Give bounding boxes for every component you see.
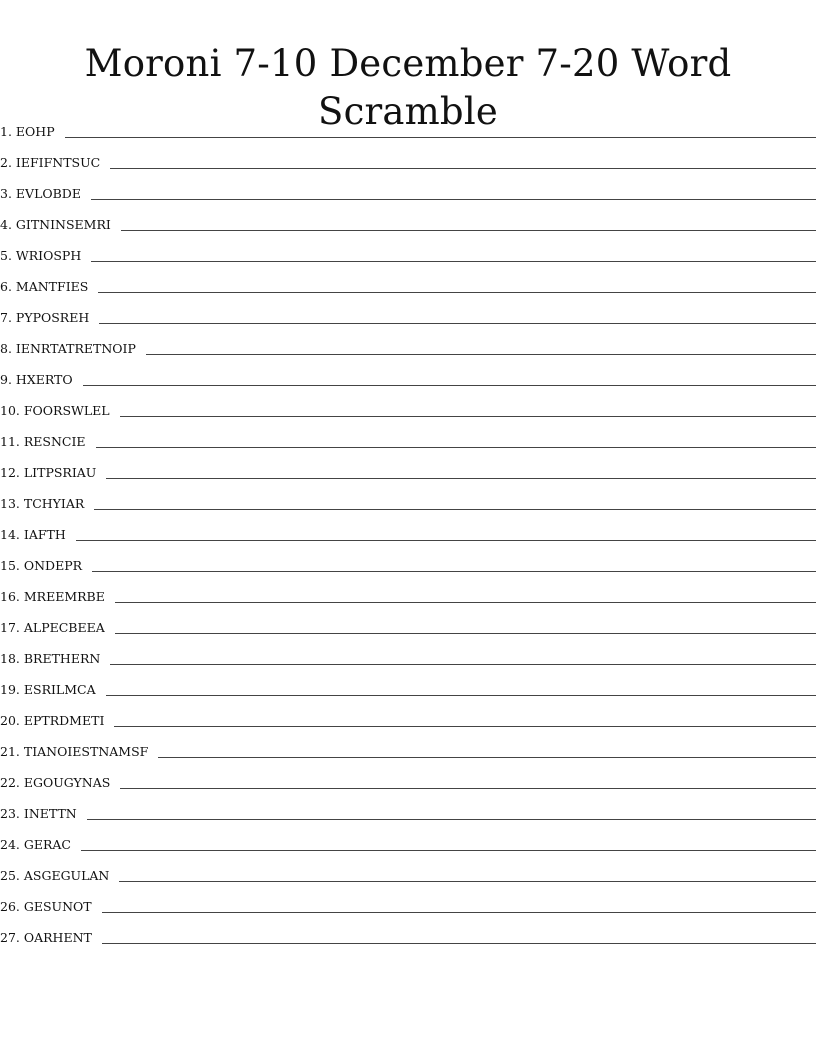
- scrambled-word: PYPOSREH: [15, 310, 90, 325]
- answer-line[interactable]: [96, 447, 816, 448]
- scramble-item: [0, 887, 816, 918]
- scramble-item: [0, 112, 816, 143]
- scrambled-word: ONDEPR: [23, 558, 83, 573]
- scramble-item: [0, 267, 816, 298]
- item-label: 26. GESUNOT: [0, 899, 92, 914]
- scramble-item: [0, 825, 816, 856]
- scramble-item: [0, 205, 816, 236]
- scramble-item: [0, 453, 816, 484]
- scrambled-word: LITPSRIAU: [23, 465, 97, 480]
- item-label: 17. ALPECBEEA: [0, 620, 105, 635]
- page-title: Moroni 7-10 December 7-20 Word Scramble: [84, 42, 732, 133]
- answer-line[interactable]: [115, 633, 816, 634]
- scramble-item: [0, 360, 816, 391]
- scrambled-word: ESRILMCA: [23, 682, 96, 697]
- item-label: 22. EGOUGYNAS: [0, 775, 111, 790]
- item-label: 7. PYPOSREH: [0, 310, 90, 325]
- item-label: 23. INETTN: [0, 806, 77, 821]
- answer-line[interactable]: [119, 881, 816, 882]
- scrambled-word: ALPECBEEA: [23, 620, 105, 635]
- answer-line[interactable]: [76, 540, 816, 541]
- scrambled-word: GITNINSEMRI: [15, 217, 111, 232]
- answer-line[interactable]: [110, 664, 816, 665]
- scramble-item: [0, 484, 816, 515]
- answer-line[interactable]: [94, 509, 816, 510]
- item-label: 4. GITNINSEMRI: [0, 217, 111, 232]
- item-label: 21. TIANOIESTNAMSF: [0, 744, 149, 759]
- scrambled-word: EOHP: [15, 124, 55, 139]
- scramble-item: [0, 546, 816, 577]
- scrambled-word: GERAC: [23, 837, 71, 852]
- scrambled-word: TCHYIAR: [23, 496, 85, 511]
- scramble-item: [0, 515, 816, 546]
- scramble-item: [0, 794, 816, 825]
- item-label: 2. IEFIFNTSUC: [0, 155, 101, 170]
- scrambled-word: IEFIFNTSUC: [15, 155, 101, 170]
- item-label: 27. OARHENT: [0, 930, 92, 945]
- scrambled-word: EPTRDMETI: [23, 713, 105, 728]
- scramble-item: [0, 577, 816, 608]
- item-label: 1. EOHP: [0, 124, 55, 139]
- item-label: 3. EVLOBDE: [0, 186, 81, 201]
- scrambled-word: INETTN: [23, 806, 77, 821]
- scrambled-word: IAFTH: [23, 527, 66, 542]
- item-label: 13. TCHYIAR: [0, 496, 85, 511]
- scrambled-word: TIANOIESTNAMSF: [23, 744, 149, 759]
- item-label: 16. MREEMRBE: [0, 589, 105, 604]
- item-label: 8. IENRTATRETNOIP: [0, 341, 136, 356]
- answer-line[interactable]: [115, 602, 816, 603]
- scramble-item: [0, 701, 816, 732]
- scramble-item: [0, 639, 816, 670]
- scramble-item: [0, 298, 816, 329]
- item-label: 18. BRETHERN: [0, 651, 101, 666]
- item-label: 25. ASGEGULAN: [0, 868, 110, 883]
- scrambled-word: MANTFIES: [15, 279, 89, 294]
- answer-line[interactable]: [83, 385, 816, 386]
- answer-line[interactable]: [99, 323, 816, 324]
- item-label: 20. EPTRDMETI: [0, 713, 105, 728]
- scramble-item: [0, 329, 816, 360]
- scrambled-word: ASGEGULAN: [23, 868, 110, 883]
- answer-line[interactable]: [91, 199, 816, 200]
- scrambled-word: OARHENT: [23, 930, 92, 945]
- item-label: 11. RESNCIE: [0, 434, 86, 449]
- scrambled-word: BRETHERN: [23, 651, 101, 666]
- item-label: 19. ESRILMCA: [0, 682, 96, 697]
- scrambled-word: RESNCIE: [23, 434, 86, 449]
- item-label: 10. FOORSWLEL: [0, 403, 110, 418]
- scramble-item: [0, 763, 816, 794]
- scramble-item: [0, 143, 816, 174]
- answer-line[interactable]: [114, 726, 816, 727]
- scramble-item: [0, 422, 816, 453]
- answer-line[interactable]: [106, 695, 816, 696]
- answer-line[interactable]: [110, 168, 816, 169]
- scramble-item: [0, 670, 816, 701]
- item-label: 6. MANTFIES: [0, 279, 89, 294]
- item-label: 9. HXERTO: [0, 372, 73, 387]
- scrambled-word: IENRTATRETNOIP: [15, 341, 136, 356]
- item-label: 15. ONDEPR: [0, 558, 83, 573]
- answer-line[interactable]: [98, 292, 816, 293]
- answer-line[interactable]: [102, 943, 816, 944]
- answer-line[interactable]: [87, 819, 816, 820]
- answer-line[interactable]: [91, 261, 816, 262]
- answer-line[interactable]: [92, 571, 816, 572]
- scramble-item: [0, 236, 816, 267]
- item-label: 24. GERAC: [0, 837, 71, 852]
- scrambled-word: EGOUGYNAS: [23, 775, 111, 790]
- answer-line[interactable]: [102, 912, 816, 913]
- scrambled-word: WRIOSPH: [15, 248, 82, 263]
- scrambled-word: HXERTO: [15, 372, 73, 387]
- answer-line[interactable]: [120, 788, 816, 789]
- scramble-item: [0, 732, 816, 763]
- item-label: 12. LITPSRIAU: [0, 465, 97, 480]
- scrambled-word: GESUNOT: [23, 899, 92, 914]
- scramble-item: [0, 856, 816, 887]
- answer-line[interactable]: [65, 137, 816, 138]
- scrambled-word: FOORSWLEL: [23, 403, 110, 418]
- scrambled-word: EVLOBDE: [15, 186, 81, 201]
- item-label: 14. IAFTH: [0, 527, 66, 542]
- scramble-item: [0, 391, 816, 422]
- scramble-item: [0, 174, 816, 205]
- answer-line[interactable]: [158, 757, 816, 758]
- scramble-item: [0, 608, 816, 639]
- answer-line[interactable]: [121, 230, 816, 231]
- answer-line[interactable]: [120, 416, 816, 417]
- answer-line[interactable]: [81, 850, 816, 851]
- item-label: 5. WRIOSPH: [0, 248, 82, 263]
- answer-line[interactable]: [146, 354, 816, 355]
- scramble-item: [0, 918, 816, 949]
- answer-line[interactable]: [106, 478, 816, 479]
- scramble-list: [0, 112, 816, 949]
- scrambled-word: MREEMRBE: [23, 589, 105, 604]
